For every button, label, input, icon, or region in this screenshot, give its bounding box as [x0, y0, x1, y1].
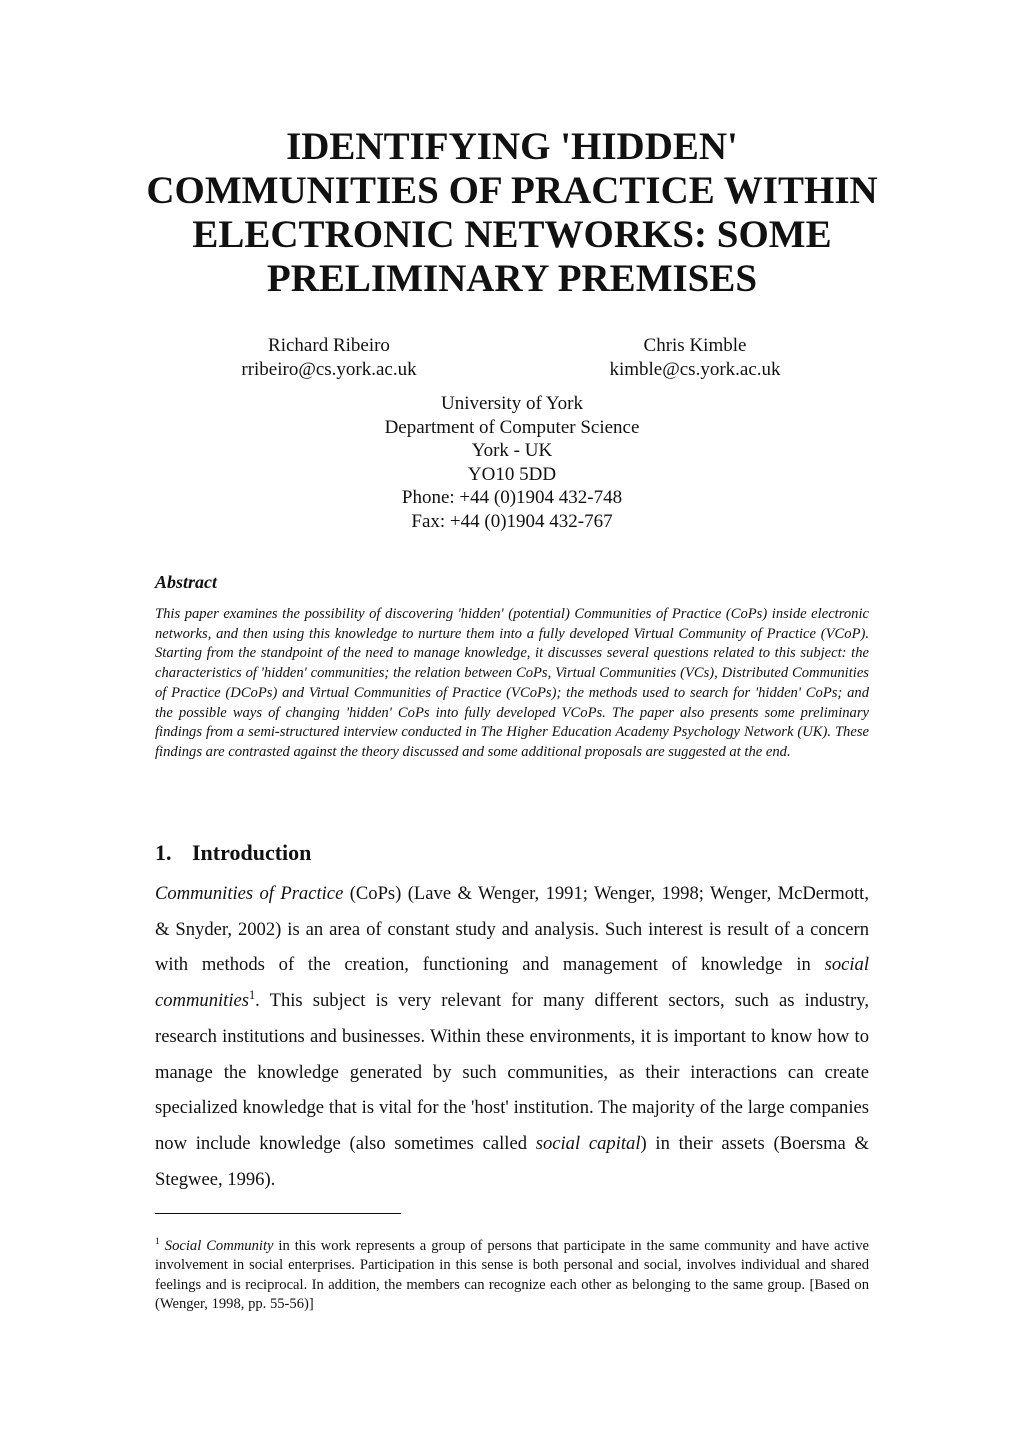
- footnote-mark: 1: [155, 1236, 160, 1248]
- paper-title: [120, 125, 904, 301]
- abstract-text: This paper examines the possibility of discovering 'hidden' (potential) Communities of Practice (CoPs) inside electronic networks, and then using this knowledge to nurture them into a fully developed Virtual Community of Practice (VCoP). Starting from the standpoint of the need to manage knowledge, it discusses several questions related to this subject: the characteristics of 'hidden' communities; the relation between CoPs, Virtual Communities (VCs), Distributed Communities of Practice (DCoPs) and Virtual Communities of Practice (VCoPs); the methods used to search for 'hidden' CoPs; and the possible ways of changing 'hidden' CoPs into fully developed VCoPs. The paper also presents some preliminary findings from a semi-structured interview conducted in The Higher Education Academy Psychology Network (UK). These findings are contrasted against the theory discussed and some additional proposals are suggested at the end.: [155, 606, 869, 760]
- section-title: Introduction: [192, 840, 312, 865]
- title-line: ELECTRONIC NETWORKS: SOME: [192, 213, 832, 256]
- paragraph-text: (CoPs) (Lave & Wenger, 1991; Wenger, 1998; Wenger, McDermott, & Snyder, 2002) is an area of constant study and analysis. Such interest is result of a concern with methods of the creation, functioning and management of knowledge in: [155, 883, 869, 976]
- footnote-text: in this work represents a group of persons that participate in the same community and have active involvement in social enterprises. Participation in this sense is both personal and social, involves individual and shared feelings and is reciprocal. In addition, the members can recognize each other as belonging to the same group. [Based on (Wenger, 1998, pp. 55-56)]: [155, 1238, 869, 1313]
- footnote-divider: [155, 1213, 401, 1214]
- section-heading: [155, 840, 311, 866]
- affiliation-line: Department of Computer Science: [384, 416, 640, 438]
- footnote-term: Social Community: [164, 1238, 274, 1254]
- abstract-heading: Abstract: [155, 572, 218, 592]
- author-email: rribeiro@cs.york.ac.uk: [241, 359, 417, 380]
- affiliation-line: University of York: [441, 393, 583, 414]
- affiliation-line: Fax: +44 (0)1904 432-767: [411, 510, 613, 532]
- author-ribeiro: [199, 334, 459, 382]
- paragraph-text: ) in their assets (Boersma & Stegwee, 1996).: [155, 1132, 869, 1190]
- affiliation-block: [262, 392, 762, 533]
- emphasis-term: social capital: [535, 1132, 641, 1154]
- title-line: COMMUNITIES OF PRACTICE WITHIN: [146, 169, 878, 212]
- author-email: kimble@cs.york.ac.uk: [609, 359, 781, 380]
- paragraph-text: . This subject is very relevant for many different sectors, such as industry, research institutions and businesses. Within these environments, it is important to know how to manage the knowledge generated by such communities, as their interactions can create specialized knowledge that is vital for the 'host' institution. The majority of the large companies now include knowledge (also sometimes called: [155, 990, 869, 1154]
- author-name: Richard Ribeiro: [268, 335, 390, 356]
- footnote-reference: 1: [249, 987, 256, 1002]
- introduction-paragraph: [155, 876, 869, 1197]
- author-name: Chris Kimble: [643, 335, 747, 356]
- affiliation-line: Phone: +44 (0)1904 432-748: [401, 487, 623, 508]
- emphasis-term: social communities: [155, 954, 869, 1012]
- title-line: IDENTIFYING 'HIDDEN': [286, 125, 738, 168]
- title-line: PRELIMINARY PREMISES: [266, 257, 758, 300]
- footnote: [155, 1237, 869, 1315]
- affiliation-line: York - UK: [471, 440, 553, 461]
- section-number: 1.: [155, 840, 172, 865]
- emphasis-term: Communities of Practice: [155, 883, 344, 904]
- affiliation-line: YO10 5DD: [467, 463, 557, 485]
- author-kimble: [565, 334, 825, 382]
